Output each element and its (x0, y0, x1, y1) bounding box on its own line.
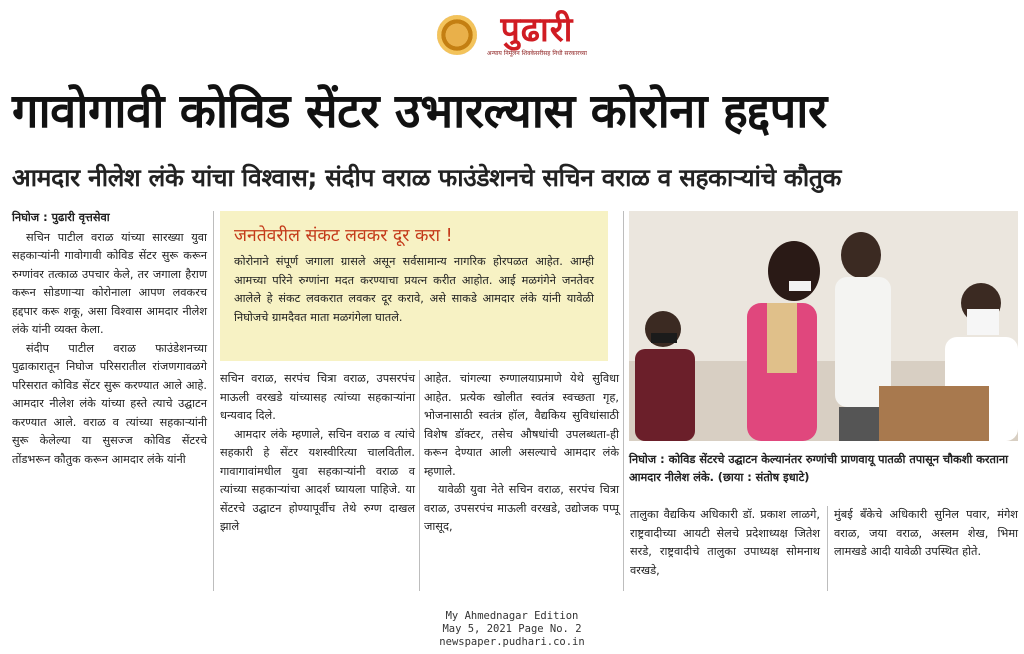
news-photo-illustration (629, 211, 1018, 441)
edition-date-page: May 5, 2021 Page No. 2 (442, 623, 582, 635)
anniversary-seal-logo (437, 15, 477, 55)
article-column-2 (220, 370, 415, 537)
highlight-box (220, 211, 608, 361)
highlight-box-title: जनतेवरील संकट लवकर दूर करा ! (234, 226, 453, 246)
newspaper-tagline: अन्याय निर्मूलन शिवकेसरीसह निधी सरकारच्या (487, 50, 587, 57)
edition-name: My Ahmednagar Edition (445, 610, 579, 622)
newspaper-brand-name: पुढारी (500, 10, 574, 50)
edition-footer (380, 610, 644, 649)
article-paragraph: मुंबई बँकेचे अधिकारी सुनिल पवार, मंगेश वराळ, जया वराळ, अस्लम शेख, भिमा लामखडे आदी यावेळी उपस्थित होते. (834, 508, 1018, 558)
highlight-box-text: कोरोनाने संपूर्ण जगाला ग्रासले असून सर्वसामान्य नागरिक होरपळत आहेत. आम्ही आमच्या परिने रुग्णांना मदत करण्याचा प्रयत्न करीत आहोत. आई मळगंगेने जनतेवर आलेले हे संकट लवकरात लवकर दूर करावे, असे साकडे आमदार लंके यांनी यावेळी निघोजचे ग्रामदैवत माता मळगंगेला घातले. (234, 255, 594, 324)
article-column-3 (424, 370, 619, 537)
column-divider (419, 370, 420, 591)
article-headline: गावोगावी कोविड सेंटर उभारल्यास कोरोना हद्दपार (12, 84, 827, 139)
column-divider (623, 211, 624, 591)
article-subheadline: आमदार नीलेश लंके यांचा विश्वास; संदीप वराळ फाउंडेशनचे सचिन वराळ व सहकाऱ्यांचे कौतुक (12, 163, 842, 192)
article-column-4 (630, 506, 820, 580)
article-column-1 (12, 209, 207, 469)
column-divider (827, 506, 828, 591)
article-paragraph: सचिन पाटील वराळ यांच्या सारख्या युवा सहकाऱ्यांनी गावोगावी कोविड सेंटर सुरू करून रुग्णांवर तत्काळ उपचार केले, तर जगाला हैराण करून सोडणाऱ्या कोरोनाला आपण लवकरच हद्दपार करू शकू, असा विश्वास आमदार नीलेश लंके यांनी व्यक्त केला. (12, 230, 207, 336)
news-photo (629, 211, 1018, 441)
article-paragraph: आमदार लंके म्हणाले, सचिन वराळ व त्यांचे सहकारी हे सेंटर यशस्वीरित्या चालवितील. गावागावांमधील युवा सहकाऱ्यांनी वराळ व त्यांच्या सहकाऱ्यांचा आदर्श घ्यायला पाहिजे. या सेंटरचे उद्घाटन होण्यापूर्वीच तेथे रुग्ण दाखल झाले (220, 427, 415, 533)
masthead (0, 6, 1024, 64)
column-divider (213, 211, 214, 591)
article-paragraph: संदीप पाटील वराळ फाउंडेशनच्या पुढाकारातून निघोज परिसरातील रांजणगावळगे परिसरात कोविड सेंटर सुरू करण्यात आले आहे. आमदार नीलेश लंके यांच्या हस्ते त्याचे उद्घाटन करण्यात आले. वराळ व त्यांच्या सहकाऱ्यांनी सुरू केलेल्या या सुसज्ज कोविड सेंटरचे तोंडभरून कौतुक करून आमदार लंके यांनी (12, 341, 207, 466)
article-paragraph: आहेत. चांगल्या रुग्णालयाप्रमाणे येथे सुविधा आहेत. प्रत्येक खोलीत स्वतंत्र स्वच्छता गृह, भोजनासाठी स्वतंत्र हॉल, वैद्यकिय सुविधांसाठी विशेष डॉक्टर, तसेच औषधांची उपलब्धता-ही करून देण्यात आली असल्याचे आमदार लंके म्हणाले. (424, 372, 619, 478)
article-dateline: निघोज : पुढारी वृत्तसेवा (12, 211, 110, 224)
newspaper-logo (487, 10, 587, 57)
article-paragraph: यावेळी युवा नेते सचिन वराळ, सरपंच चित्रा वराळ, उपसरपंच माऊली वरखडे, उद्योजक पप्पू जासूद, (424, 483, 619, 533)
edition-website: newspaper.pudhari.co.in (439, 636, 585, 648)
article-paragraph: तालुका वैद्यकिय अधिकारी डॉ. प्रकाश लाळगे, राष्ट्रवादीच्या आयटी सेलचे प्रदेशाध्यक्ष जितेश सरडे, राष्ट्रवादीचे तालुका उपाध्यक्ष सोमनाथ वरखडे, (630, 508, 820, 577)
photo-caption: निघोज : कोविड सेंटरचे उद्घाटन केल्यानंतर रुग्णांची प्राणवायू पातळी तपासून चौकशी करताना आमदार नीलेश लंके. (छाया : संतोष इधाटे) (629, 453, 1009, 484)
article-column-5 (834, 506, 1018, 562)
article-paragraph: सचिन वराळ, सरपंच चित्रा वराळ, उपसरपंच माऊली वरखडे यांच्यासह त्यांच्या सहकाऱ्यांना धन्यवाद दिले. (220, 372, 415, 422)
